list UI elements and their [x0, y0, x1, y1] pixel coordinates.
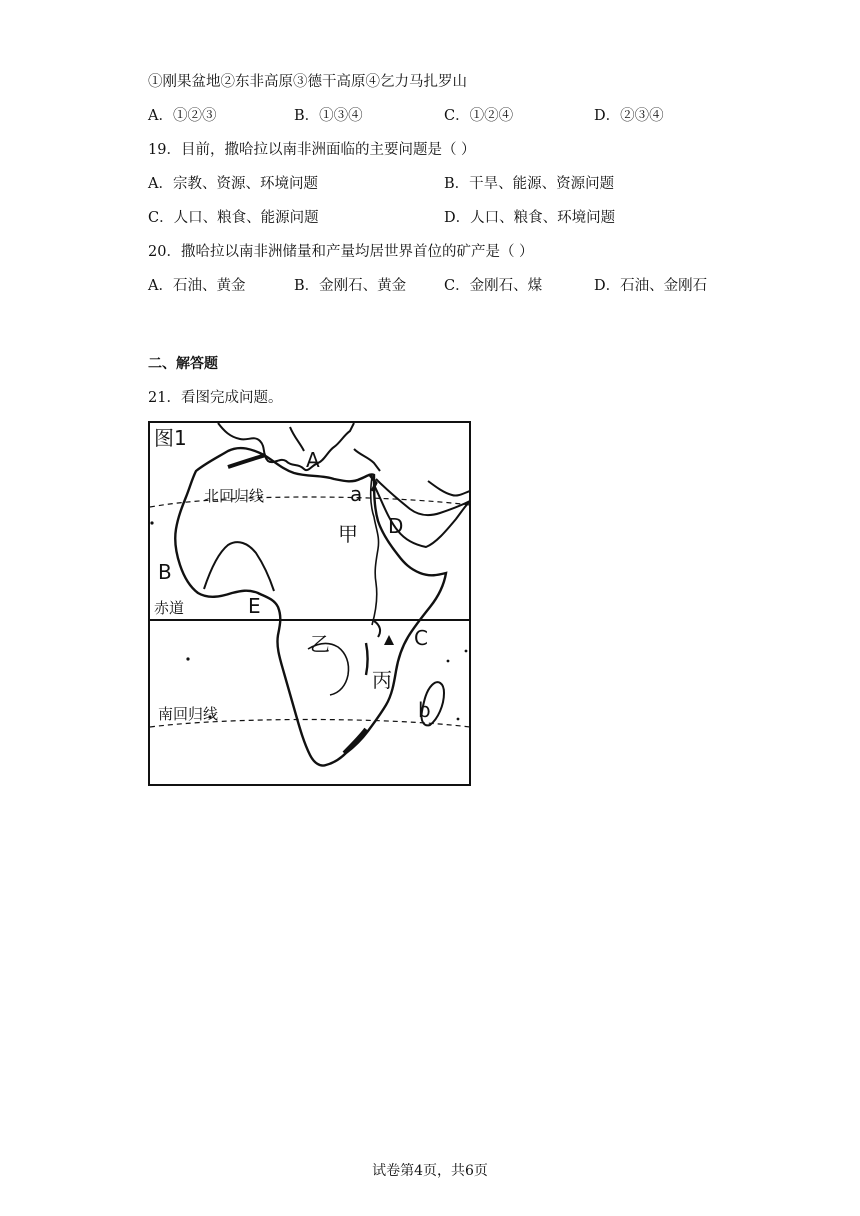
- label-B: B: [158, 560, 172, 584]
- section-title: 二、解答题: [148, 356, 218, 372]
- q18-option-d[interactable]: D．②③④: [594, 108, 664, 124]
- page-footer: 试卷第4页，共6页: [372, 1163, 488, 1179]
- q19-option-d[interactable]: D．人口、粮食、环境问题: [444, 210, 616, 226]
- q20-option-d[interactable]: D．石油、金刚石: [594, 278, 708, 294]
- label-jia: 甲: [338, 522, 358, 546]
- label-a: a: [350, 482, 363, 506]
- q19-stem: 19．目前，撒哈拉以南非洲面临的主要问题是（ ）: [148, 142, 476, 158]
- q19-option-b[interactable]: B．干旱、能源、资源问题: [444, 176, 615, 192]
- map-title: 图1: [154, 426, 187, 450]
- q20-option-c[interactable]: C．金刚石、煤: [444, 278, 543, 294]
- q18-option-b[interactable]: B．①③④: [294, 108, 363, 124]
- label-bing: 丙: [372, 668, 392, 692]
- label-D: D: [388, 514, 404, 538]
- label-equator: 赤道: [154, 599, 185, 617]
- label-C: C: [414, 626, 428, 650]
- label-E: E: [248, 594, 261, 618]
- q20-option-a[interactable]: A．石油、黄金: [148, 278, 246, 294]
- q21-stem: 21．看图完成问题。: [148, 390, 283, 406]
- q18-items: ①刚果盆地②东非高原③德干高原④乞力马扎罗山: [148, 74, 467, 90]
- label-tropic-north: 北回归线: [204, 487, 265, 505]
- q20-option-b[interactable]: B．金刚石、黄金: [294, 278, 407, 294]
- q18-option-a[interactable]: A．①②③: [148, 108, 217, 124]
- q18-option-c[interactable]: C．①②④: [444, 108, 514, 124]
- q19-option-a[interactable]: A．宗教、资源、环境问题: [148, 176, 318, 192]
- label-yi: 乙: [310, 632, 330, 656]
- label-tropic-south: 南回归线: [158, 705, 219, 723]
- q19-option-c[interactable]: C．人口、粮食、能源问题: [148, 210, 319, 226]
- q20-stem: 20．撒哈拉以南非洲储量和产量均居世界首位的矿产是（ ）: [148, 244, 534, 260]
- africa-map: [148, 421, 471, 786]
- label-b: b: [418, 698, 431, 722]
- label-A: A: [306, 448, 320, 472]
